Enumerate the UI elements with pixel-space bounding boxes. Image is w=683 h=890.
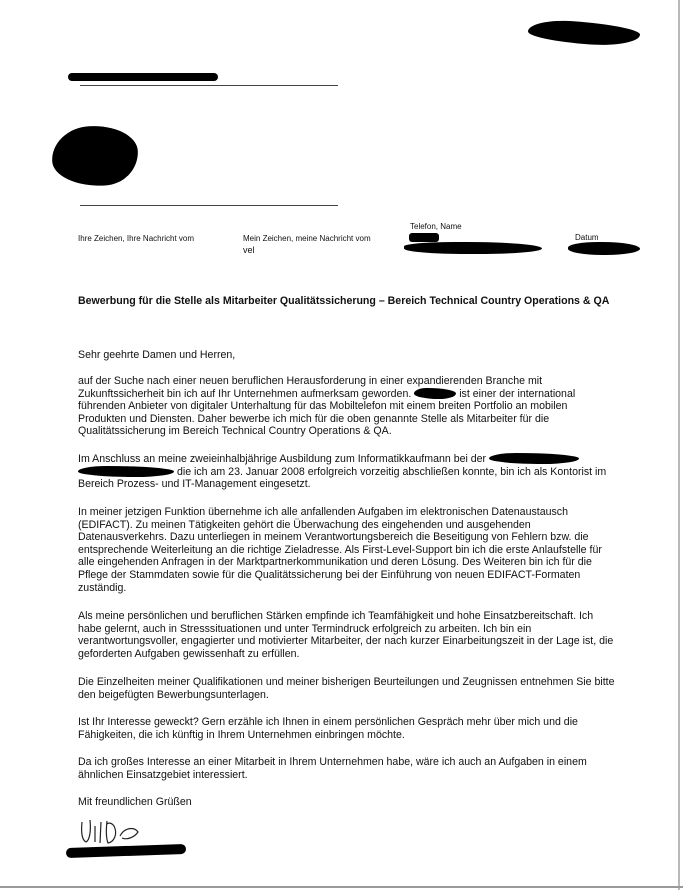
address-top-line (80, 85, 338, 86)
label-ihre-zeichen: Ihre Zeichen, Ihre Nachricht vom (78, 234, 195, 243)
salutation: Sehr geehrte Damen und Herren, (78, 349, 236, 361)
paragraph-1-after: ist einer der international führenden Anbieter von digitaler Unterhaltung für das Mobiltelefon mit einem breiten Portfolio an mobilen Produkten und Diensten. Daher bewerbe ich mich für die oben genannte Stelle als Mitarbeiter für die Qualitätssicherung im Bereich Technical Country Operations & QA. (78, 387, 576, 438)
redacted-company-name (414, 388, 456, 399)
paragraph-1 (78, 375, 618, 438)
page-edge-bottom (0, 886, 683, 888)
paragraph-3: In meiner jetzigen Funktion übernehme ich alle anfallenden Aufgaben im elektronischen Datenaustausch (EDIFACT). Zu meinen Tätigkeiten gehört die Überwachung des eingehenden und ausgehenden Datenausverkehrs. Dazu unterliegen in meinem Verantwortungsbereich die Beseitigung von Fehlern bzw. die entsprechende Weiterleitung an die richtige Zieladresse. Als First-Level-Support bin ich die erste Anlaufstelle für alle eingehenden Anfragen in der Marktpartnerkommunikation und deren Lösung. Des Weiteren bin ich für die Pflege der Stammdaten sowie für die Qualitätssicherung bei der Einführung von neuen EDIFACT-Formaten zuständig. (78, 506, 602, 594)
redacted-return-address (68, 73, 218, 81)
redacted-training-company-cont (78, 466, 174, 477)
redacted-telefon (409, 233, 439, 242)
label-mein-zeichen: Mein Zeichen, meine Nachricht vom (243, 234, 371, 243)
paragraph-5: Die Einzelheiten meiner Qualifikationen und meiner bisherigen Beurteilungen und Zeugnissen entnehmen Sie bitte den beigefügten Bewerbungsunterlagen. (78, 676, 615, 701)
paragraph-7: Da ich großes Interesse an einer Mitarbeit in Ihrem Unternehmen habe, wäre ich auch an Aufgaben in einem ähnlichen Einsatzgebiet interessiert. (78, 756, 587, 781)
page-edge-right (678, 0, 680, 890)
paragraph-2-after: die ich am 23. Januar 2008 erfolgreich vorzeitig abschließen konnte, bin ich als Kontorist im Bereich Prozess- und IT-Management eingesetzt. (78, 465, 607, 491)
paragraph-1-before: auf der Suche nach einer neuen beruflichen Herausforderung in einer expandierenden Branche mit Zukunftssicherheit bin ich auf Ihr Unternehmen aufmerksam geworden. (78, 375, 543, 400)
label-telefon: Telefon, Name (410, 222, 462, 231)
redacted-training-company (489, 453, 579, 464)
paragraph-2-before: Im Anschluss an meine zweieinhalbjährige Ausbildung zum Informatikkaufmann bei der (78, 453, 487, 465)
paragraph-6: Ist Ihr Interesse geweckt? Gern erzähle ich Ihnen in einem persönlichen Gespräch mehr über mich und die Fähigkeiten, die ich künftig in Ihrem Unternehmen einbringen möchte. (78, 716, 578, 741)
value-mein-zeichen: vel (243, 245, 255, 255)
redacted-sender (527, 18, 640, 48)
letter-subject: Bewerbung für die Stelle als Mitarbeiter Qualitätssicherung – Bereich Technical Country Operations & QA (78, 295, 610, 307)
closing: Mit freundlichen Grüßen (78, 796, 192, 808)
redacted-name (404, 242, 542, 254)
address-bottom-line (80, 205, 338, 206)
paragraph-2 (78, 453, 618, 491)
paragraph-4: Als meine persönlichen und beruflichen Stärken empfinde ich Teamfähigkeit und hohe Einsatzbereitschaft. Ich habe gelernt, auch in Stresssituationen und unter Termindruck erfolgreich zu arbeiten. Ich bin ein verantwortungsvoller, engagierter und motivierter Mitarbeiter, der nach kurzer Einarbeitungszeit in der Lage ist, die geforderten Aufgaben gewissenhaft zu erfüllen. (78, 610, 614, 660)
redacted-datum (568, 242, 640, 255)
label-datum: Datum (575, 233, 599, 242)
redacted-recipient-address (50, 124, 139, 188)
